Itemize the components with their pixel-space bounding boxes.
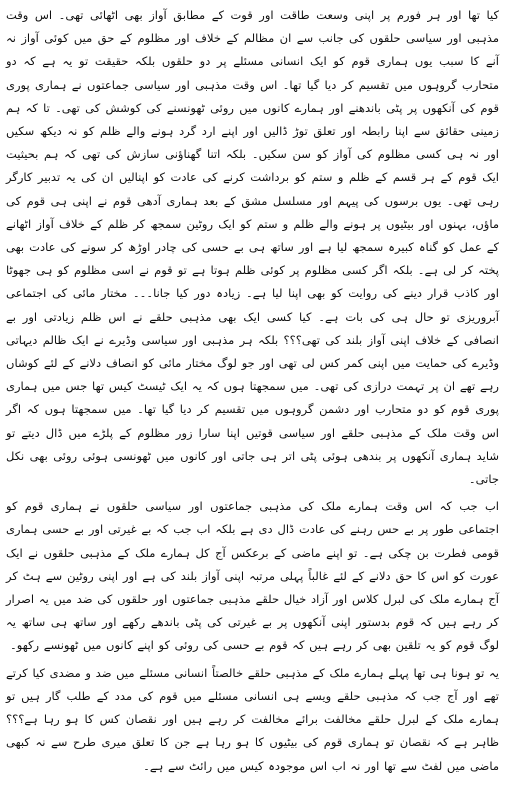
article-paragraph-2: اب جب کہ اس وقت ہمارے ملک کی مذہبی جماعتوں اور سیاسی حلقوں نے ہماری قوم کو اجتماعی طور پر بے حس رہنے کی عادت ڈال دی ہے بلکہ اب جب کہ بے غیرتی اور بے حسی ہماری قومی فطرت بن چکی ہے۔ تو اپنے ماضی کے برعکس آج کل ہمارے ملک کے مذہبی حلقوں نے ایک عورت کو اس کا حق دلانے کے لئے غالباً پہلی مرتبہ اپنی آواز بلند کی ہے اور اپنی روٹین سے ہٹ کر آج ہمارے ملک کی لبرل کلاس اور آزاد خیال حلقے مذہبی جماعتوں اور حلقوں کی ضد میں یہ اصرار کر رہے ہیں کہ قوم بدستور اپنی آنکھوں پر بے غیرتی کی پٹی باندھے رکھے اور ساتھ ہی ساتھ یہ لوگ قوم کو یہ تلقین بھی کر رہے ہیں کہ قوم بے حسی کی روئی کو اپنے کانوں میں ٹھونسے رکھو۔ [6, 499, 499, 653]
article-paragraph-1: کیا تھا اور ہر فورم پر اپنی وسعت طاقت اور قوت کے مطابق آواز بھی اٹھائی تھی۔ اس وقت مذہبی اور سیاسی حلقوں کی جانب سے ان مظالم کے خلاف اور مظلوم کے حق میں کوئی آواز نہ آنے کا سبب یوں ہماری قوم کو ایک انسانی مسئلے پر دو حلقوں بلکہ حقیقت تو یہ ہے کہ دو متحارب گروہوں میں تقسیم کر دیا گیا تھا۔ اس وقت مذہبی اور سیاسی جماعتوں نے ہماری پوری قوم کی آنکھوں پر پٹی باندھنے اور ہمارے کانوں میں روئی ٹھونسنے کی کوشش کی تھی۔ تا کہ ہم زمینی حقائق سے اپنا رابطہ اور تعلق توڑ ڈالیں اور اپنے ارد گرد ہونے والے ظلم کو نہ دیکھ سکیں اور نہ ہی کسی مظلوم کی آواز کو سن سکیں۔ بلکہ اتنا گھناؤنی سازش کی تھی کہ ہم بحیثیت ایک قوم کے ہر قسم کے ظلم و ستم کو برداشت کرنے کی عادت کو اپنالیں ان کی یہ تدبیر کارگر رہی تھی۔ یوں برسوں کی پیہم اور مسلسل مشق کے بعد ہماری آدھی قوم نے اپنی ہی قوم کی ماؤں، بہنوں اور بیٹیوں پر ہونے والے ظلم و ستم کو ایک روٹین سمجھ کر ظلم کے خلاف آواز اٹھانے کے عمل کو گناہ کبیرہ سمجھ لیا ہے اور ساتھ ہی بے حسی کی چادر اوڑھ کر سونے کی عادت بھی پختہ کر لی ہے۔ بلکہ اگر کسی مظلوم پر کوئی ظلم ہوتا ہے تو قوم نے اسی مظلوم کو ہی جھوٹا اور کاذب قرار دینے کی روایت کو بھی اپنا لیا ہے۔ زیادہ دور کیا جانا۔۔۔ مختار مائی کی اجتماعی آبروریزی تو حال ہی کی بات ہے۔ کیا کسی ایک بھی مذہبی حلقے نے اس ظلم زیادتی اور بے انصافی کے خلاف اپنی آواز بلند کی تھی؟؟؟ بلکہ ہر مذہبی اور سیاسی وڈیرے نے ایک ظالم دیہاتی وڈیرے کی حمایت میں اپنی کمر کس لی تھی اور جو لوگ مختار مائی کو انصاف دلانے کے لئے کوشاں رہے تھے ان پر تہمت درازی کی تھی۔ میں سمجھتا ہوں کہ یہ ایک ٹیسٹ کیس تھا جس میں ہماری پوری قوم کو دو متحارب اور دشمن گروہوں میں تقسیم کر دیا گیا تھا۔ میں سمجھتا ہوں کہ اگر اس وقت ملک کے مذہبی حلقے اور سیاسی قوتیں اپنا سارا زور مظلوم کے پلڑے میں ڈال دیتے تو شاید ہماری آنکھوں پر بندھی ہوئی پٹی اتر ہی جاتی اور کانوں میں ٹھونسی ہوئی روئی بھی نکل جاتی۔ [6, 8, 499, 487]
article-paragraph-3: یہ تو ہونا ہی تھا پہلے ہمارے ملک کے مذہبی حلقے خالصتاً انسانی مسئلے میں ضد و مضدی کیا کرتے تھے اور آج جب کہ مذہبی حلقے ویسے ہی انسانی مسئلے میں قوم کی مدد کے طلب گار ہیں تو ہمارے ملک کے لبرل حلقے مخالفت برائے مخالفت کر رہے ہیں اور نقصان کس کا ہو رہا ہے؟؟؟ ظاہر ہے کہ نقصان تو ہماری قوم کی بیٹیوں کا ہو رہا ہے جن کا تعلق میری طرح سے نہ کبھی ماضی میں لفٹ سے تھا اور نہ اب اس موجودہ کیس میں رائٹ سے ہے۔ [6, 665, 499, 773]
